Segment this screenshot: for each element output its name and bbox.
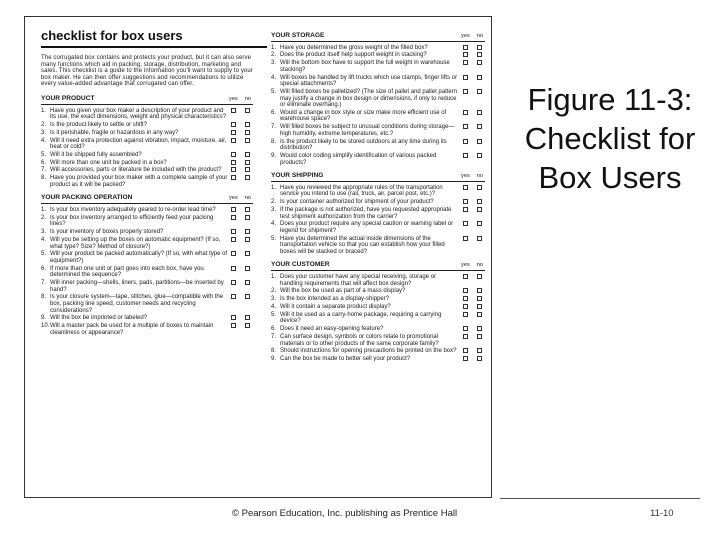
item-number: 7. xyxy=(41,167,47,174)
checklist-item xyxy=(271,124,485,137)
section-header xyxy=(271,173,485,182)
checklist-item xyxy=(271,296,485,303)
yes-checkbox xyxy=(463,75,468,80)
right-sections xyxy=(271,33,485,363)
checklist-item xyxy=(41,108,253,121)
yes-checkbox xyxy=(231,207,236,212)
checklist-section xyxy=(271,173,485,255)
checklist-item xyxy=(41,175,253,188)
yes-no-header xyxy=(461,262,485,269)
checklist-item xyxy=(271,52,485,59)
yes-checkbox xyxy=(463,348,468,353)
no-checkbox xyxy=(477,207,482,212)
item-number: 5. xyxy=(271,311,277,318)
yes-checkbox xyxy=(231,215,236,220)
answer-boxes xyxy=(231,108,253,113)
item-question: Can the box be made to better sell your product? xyxy=(280,356,411,363)
no-checkbox xyxy=(245,175,250,180)
answer-boxes xyxy=(231,229,253,234)
answer-boxes xyxy=(231,237,253,242)
yes-checkbox xyxy=(231,160,236,165)
answer-boxes xyxy=(463,304,485,309)
yes-checkbox xyxy=(463,124,468,129)
checklist-item xyxy=(41,130,253,137)
no-label: no xyxy=(476,33,483,39)
no-checkbox xyxy=(245,215,250,220)
yes-checkbox xyxy=(231,167,236,172)
answer-boxes xyxy=(463,207,485,212)
answer-boxes xyxy=(463,60,485,65)
item-number: 2. xyxy=(41,121,47,128)
yes-checkbox xyxy=(463,153,468,158)
item-number: 2. xyxy=(271,288,277,295)
answer-boxes xyxy=(463,296,485,301)
no-checkbox xyxy=(245,323,250,328)
answer-boxes xyxy=(463,75,485,80)
section-title: YOUR PRODUCT xyxy=(41,94,95,102)
no-label: no xyxy=(476,173,483,180)
section-title: YOUR STORAGE xyxy=(271,32,325,39)
no-checkbox xyxy=(477,153,482,158)
item-number: 9. xyxy=(271,153,277,159)
item-question: Will filled boxes be subject to unusual conditions during storage—high humidity, extreme temperatures, etc.? xyxy=(280,124,455,137)
item-number: 8. xyxy=(41,294,47,301)
no-checkbox xyxy=(245,122,250,127)
answer-boxes xyxy=(463,89,485,94)
yes-no-header xyxy=(461,173,485,180)
answer-boxes xyxy=(231,294,253,299)
item-number: 9. xyxy=(271,356,277,363)
item-number: 5. xyxy=(41,251,47,258)
yes-label: yes xyxy=(461,33,470,39)
answer-boxes xyxy=(231,175,253,180)
answer-boxes xyxy=(231,215,253,220)
item-question: Is your closure system—tape, stitches, glue—compatible with the box, packing line speed, customer needs and recycling considerations? xyxy=(50,294,224,314)
checklist-item xyxy=(271,199,485,206)
yes-checkbox xyxy=(463,199,468,204)
no-checkbox xyxy=(245,237,250,242)
checklist-item xyxy=(41,160,253,167)
yes-checkbox xyxy=(231,237,236,242)
item-question: Have you provided your box maker with a complete sample of your product as it will be packed? xyxy=(50,175,228,188)
yes-no-header xyxy=(229,96,253,103)
item-question: Will the box be imprinted or labeled? xyxy=(50,315,148,322)
checklist-item xyxy=(41,229,253,236)
item-number: 4. xyxy=(271,221,277,228)
item-number: 1. xyxy=(271,44,277,51)
item-question: Does your product require any special caution or warning label or legend for shipment? xyxy=(280,221,454,234)
item-number: 3. xyxy=(271,206,277,213)
no-checkbox xyxy=(477,236,482,241)
item-question: Will the bottom box have to support the full weight in warehouse stacking? xyxy=(280,60,450,73)
item-question: Is your inventory of boxes properly stored? xyxy=(50,229,164,236)
item-question: Will a master pack be used for a multiple of boxes to maintain cleanliness or appearance? xyxy=(50,323,214,336)
yes-checkbox xyxy=(463,89,468,94)
item-question: Will you be setting up the boxes on automatic equipment? (If so, what type? Size? Method of closure?) xyxy=(50,236,221,250)
answer-boxes xyxy=(463,124,485,129)
checklist-item xyxy=(271,45,485,52)
no-label: no xyxy=(244,195,251,202)
answer-boxes xyxy=(231,280,253,285)
section-header xyxy=(271,262,485,271)
checklist-item xyxy=(271,274,485,287)
checklist-item xyxy=(41,138,253,151)
checklist-section xyxy=(41,195,253,336)
no-checkbox xyxy=(245,152,250,157)
yes-checkbox xyxy=(463,356,468,361)
right-column xyxy=(271,33,485,370)
no-checkbox xyxy=(477,334,482,339)
item-number: 4. xyxy=(41,236,47,243)
yes-checkbox xyxy=(463,221,468,226)
answer-boxes xyxy=(463,221,485,226)
no-checkbox xyxy=(245,294,250,299)
answer-boxes xyxy=(231,315,253,320)
item-question: Is the box intended as a display-shipper? xyxy=(280,296,390,303)
checklist-item xyxy=(271,139,485,152)
item-number: 3. xyxy=(41,229,47,236)
item-number: 6. xyxy=(41,265,47,272)
no-checkbox xyxy=(477,296,482,301)
yes-label: yes xyxy=(461,262,470,269)
no-label: no xyxy=(244,95,251,102)
checklist-item xyxy=(271,75,485,88)
no-checkbox xyxy=(477,45,482,50)
answer-boxes xyxy=(231,138,253,143)
no-checkbox xyxy=(477,326,482,331)
yes-checkbox xyxy=(463,52,468,57)
answer-boxes xyxy=(463,334,485,339)
checklist-item xyxy=(271,60,485,73)
no-checkbox xyxy=(245,280,250,285)
no-checkbox xyxy=(477,110,482,115)
yes-label: yes xyxy=(461,173,470,180)
no-checkbox xyxy=(245,207,250,212)
item-number: 7. xyxy=(271,333,277,340)
item-question: Will accessories, parts or literature be included with the product? xyxy=(50,167,222,174)
answer-boxes xyxy=(231,122,253,127)
checklist-item xyxy=(271,185,485,198)
item-question: Is your container authorized for shipment of your product? xyxy=(280,199,434,206)
no-checkbox xyxy=(245,315,250,320)
checklist-item xyxy=(271,236,485,256)
no-checkbox xyxy=(477,348,482,353)
item-number: 5. xyxy=(271,88,277,95)
left-column xyxy=(41,55,253,343)
item-question: Is the product likely to be stored outdoors at any time during its distribution? xyxy=(280,138,447,152)
section-header xyxy=(271,33,485,42)
answer-boxes xyxy=(463,153,485,158)
answer-boxes xyxy=(463,326,485,331)
section-title: YOUR SHIPPING xyxy=(271,172,324,180)
section-title: YOUR CUSTOMER xyxy=(271,261,330,269)
item-question: Will filled boxes be palletized? (The size of pallet and pallet pattern may justify a change in box design or dimensions, if only to reduce or eliminate overhang.) xyxy=(280,88,458,109)
item-question: Is the product likely to settle or shift? xyxy=(50,121,148,128)
item-question: Will it need extra protection against vibration, impact, moisture, air, heat or cold? xyxy=(50,137,227,151)
yes-checkbox xyxy=(463,334,468,339)
section-header xyxy=(41,195,253,204)
answer-boxes xyxy=(463,45,485,50)
checklist-item xyxy=(271,348,485,355)
answer-boxes xyxy=(463,274,485,279)
item-number: 2. xyxy=(271,52,277,59)
footer-divider xyxy=(500,498,700,499)
no-checkbox xyxy=(245,266,250,271)
item-number: 5. xyxy=(271,235,277,242)
yes-checkbox xyxy=(231,175,236,180)
answer-boxes xyxy=(463,356,485,361)
yes-checkbox xyxy=(231,122,236,127)
checklist-item xyxy=(41,122,253,129)
intro-paragraph: The corrugated box contains and protects your product, but it can also serve many functions which aid in packing, storage, distribution, marketing and sales. This checklist is a guide to the information you'll want to supply to your box maker. He can then offer suggestions and recommendations to utilize every value-added advantage that corrugated can offer. xyxy=(41,55,253,88)
no-checkbox xyxy=(477,75,482,80)
yes-checkbox xyxy=(463,236,468,241)
item-number: 8. xyxy=(271,138,277,145)
yes-checkbox xyxy=(463,45,468,50)
checklist-item xyxy=(271,110,485,123)
item-number: 1. xyxy=(271,274,277,281)
checklist-item xyxy=(271,334,485,347)
no-checkbox xyxy=(477,312,482,317)
yes-checkbox xyxy=(463,274,468,279)
answer-boxes xyxy=(463,185,485,190)
checklist-item xyxy=(41,152,253,159)
item-question: If more than one unit or part goes into each box, have you determined the sequence? xyxy=(50,265,204,279)
item-question: Will the box be used as part of a mass display? xyxy=(280,288,406,295)
checklist-item xyxy=(271,356,485,363)
no-checkbox xyxy=(245,160,250,165)
no-checkbox xyxy=(245,108,250,113)
item-question: Is your box inventory adequately geared to re-order lead time? xyxy=(50,207,216,213)
item-question: Will inner packing—shells, liners, pads, partitions—be inserted by hand? xyxy=(50,280,224,293)
checklist-item xyxy=(271,312,485,325)
item-question: Have you determined the gross weight of the filled box? xyxy=(280,44,428,51)
item-number: 1. xyxy=(41,207,47,213)
item-question: Would a change in box style or size make more efficient use of warehouse space? xyxy=(280,109,447,123)
item-question: Will your product be packed automatically? (If so, with what type of equipment?) xyxy=(50,251,228,264)
yes-no-header xyxy=(461,33,485,40)
answer-boxes xyxy=(463,288,485,293)
no-checkbox xyxy=(477,124,482,129)
no-checkbox xyxy=(477,185,482,190)
item-question: Does the product itself help support weight in stacking? xyxy=(280,52,427,59)
item-question: If the package is not authorized, have you requested appropriate test shipment authorization from the carrier? xyxy=(280,206,452,220)
item-question: Does it need an easy-opening feature? xyxy=(280,326,384,333)
yes-checkbox xyxy=(463,60,468,65)
checklist-item xyxy=(41,294,253,314)
no-checkbox xyxy=(477,139,482,144)
checklist-item xyxy=(271,304,485,311)
yes-checkbox xyxy=(231,315,236,320)
section-title: YOUR PACKING OPERATION xyxy=(41,194,133,202)
no-checkbox xyxy=(245,167,250,172)
yes-checkbox xyxy=(231,130,236,135)
checklist-item xyxy=(41,207,253,214)
no-checkbox xyxy=(477,89,482,94)
item-number: 3. xyxy=(271,296,277,303)
page-number: 11-10 xyxy=(650,508,674,519)
answer-boxes xyxy=(231,160,253,165)
no-label: no xyxy=(476,262,483,269)
item-number: 1. xyxy=(41,107,47,114)
checklist-item xyxy=(41,237,253,250)
item-number: 1. xyxy=(271,184,277,191)
yes-checkbox xyxy=(463,139,468,144)
item-question: Will it be used as a carry-home package, requiring a carrying device? xyxy=(280,311,442,325)
item-number: 6. xyxy=(271,109,277,116)
yes-checkbox xyxy=(463,326,468,331)
no-checkbox xyxy=(477,356,482,361)
yes-checkbox xyxy=(231,108,236,113)
yes-checkbox xyxy=(231,323,236,328)
yes-checkbox xyxy=(231,294,236,299)
yes-no-header xyxy=(229,195,253,202)
item-question: Is it perishable, fragile or hazardous in any way? xyxy=(50,129,179,136)
yes-checkbox xyxy=(231,251,236,256)
item-number: 2. xyxy=(41,214,47,221)
yes-label: yes xyxy=(229,95,238,102)
checklist-item xyxy=(41,323,253,336)
document-title: checklist for box users xyxy=(41,29,267,48)
no-checkbox xyxy=(477,60,482,65)
checklist-item xyxy=(41,280,253,293)
checklist-item xyxy=(41,215,253,228)
answer-boxes xyxy=(463,52,485,57)
checklist-section xyxy=(271,262,485,362)
answer-boxes xyxy=(231,207,253,212)
answer-boxes xyxy=(231,251,253,256)
no-checkbox xyxy=(245,130,250,135)
yes-checkbox xyxy=(463,312,468,317)
checklist-item xyxy=(271,207,485,220)
answer-boxes xyxy=(231,152,253,157)
no-checkbox xyxy=(477,199,482,204)
yes-checkbox xyxy=(231,152,236,157)
answer-boxes xyxy=(231,167,253,172)
item-number: 3. xyxy=(271,60,277,67)
item-question: Will boxes be handled by lift trucks which use clamps, finger lifts or special attachments? xyxy=(280,74,458,88)
yes-checkbox xyxy=(231,229,236,234)
item-number: 10. xyxy=(41,323,50,330)
checklist-section xyxy=(271,33,485,166)
item-question: Have you determined the actual inside dimensions of the transportation vehicle so that you can establish how your filled boxes will be stacked or braced? xyxy=(280,235,445,255)
yes-checkbox xyxy=(231,138,236,143)
section-header xyxy=(41,96,253,105)
checklist-item xyxy=(41,167,253,174)
checklist-item xyxy=(41,251,253,264)
answer-boxes xyxy=(463,139,485,144)
item-question: Can surface design, symbols or colors relate to promotional materials or to other products of the same corporate family? xyxy=(280,333,439,347)
answer-boxes xyxy=(463,348,485,353)
figure-caption: Figure 11-3: Checklist for Box Users xyxy=(524,82,696,195)
yes-label: yes xyxy=(229,195,238,202)
item-question: Would color coding simplify identification of various packed products? xyxy=(280,153,437,166)
item-number: 6. xyxy=(41,159,47,166)
item-question: Does your customer have any special receiving, storage or handling requirements that will affect box design? xyxy=(280,274,437,287)
item-number: 7. xyxy=(41,280,47,287)
yes-checkbox xyxy=(231,266,236,271)
checklist-document xyxy=(24,16,492,498)
item-number: 3. xyxy=(41,129,47,136)
no-checkbox xyxy=(477,52,482,57)
item-number: 2. xyxy=(271,199,277,206)
item-number: 4. xyxy=(271,304,277,310)
item-question: Will more than one unit be packed in a box? xyxy=(50,159,167,166)
item-question: Have you reviewed the appropriate rules of the transportation service you intend to use (rail, truck, air, parcel post, etc.)? xyxy=(280,184,443,198)
item-number: 8. xyxy=(271,348,277,355)
item-number: 4. xyxy=(271,74,277,81)
checklist-item xyxy=(271,326,485,333)
answer-boxes xyxy=(463,199,485,204)
checklist-item xyxy=(271,288,485,295)
item-number: 9. xyxy=(41,315,47,322)
no-checkbox xyxy=(477,221,482,226)
answer-boxes xyxy=(463,236,485,241)
yes-checkbox xyxy=(463,304,468,309)
checklist-item xyxy=(271,89,485,109)
no-checkbox xyxy=(477,288,482,293)
checklist-item xyxy=(41,266,253,279)
no-checkbox xyxy=(245,138,250,143)
item-number: 5. xyxy=(41,151,47,158)
checklist-item xyxy=(271,221,485,234)
yes-checkbox xyxy=(463,288,468,293)
yes-checkbox xyxy=(463,185,468,190)
yes-checkbox xyxy=(463,296,468,301)
answer-boxes xyxy=(231,266,253,271)
item-question: Will it be shipped fully assembled? xyxy=(50,151,142,158)
checklist-item xyxy=(41,315,253,322)
left-sections xyxy=(41,96,253,336)
item-question: Will it contain a separate product display? xyxy=(280,304,391,310)
answer-boxes xyxy=(231,323,253,328)
answer-boxes xyxy=(231,130,253,135)
item-number: 6. xyxy=(271,326,277,333)
item-question: Should instructions for opening precautions be printed on the box? xyxy=(280,348,457,355)
item-question: Is your box inventory arranged to efficiently feed your packing lines? xyxy=(50,214,214,228)
yes-checkbox xyxy=(463,110,468,115)
no-checkbox xyxy=(477,274,482,279)
answer-boxes xyxy=(463,110,485,115)
no-checkbox xyxy=(245,229,250,234)
no-checkbox xyxy=(477,304,482,309)
copyright-notice: © Pearson Education, Inc. publishing as Prentice Hall xyxy=(232,508,458,519)
item-number: 8. xyxy=(41,175,47,182)
yes-checkbox xyxy=(231,280,236,285)
answer-boxes xyxy=(463,312,485,317)
item-question: Have you given your box maker a description of your product and its use, the exact dimensions, weight and physical characteristics? xyxy=(50,107,227,121)
item-number: 4. xyxy=(41,137,47,144)
item-number: 7. xyxy=(271,124,277,131)
checklist-section xyxy=(41,96,253,188)
no-checkbox xyxy=(245,251,250,256)
checklist-item xyxy=(271,153,485,166)
yes-checkbox xyxy=(463,207,468,212)
